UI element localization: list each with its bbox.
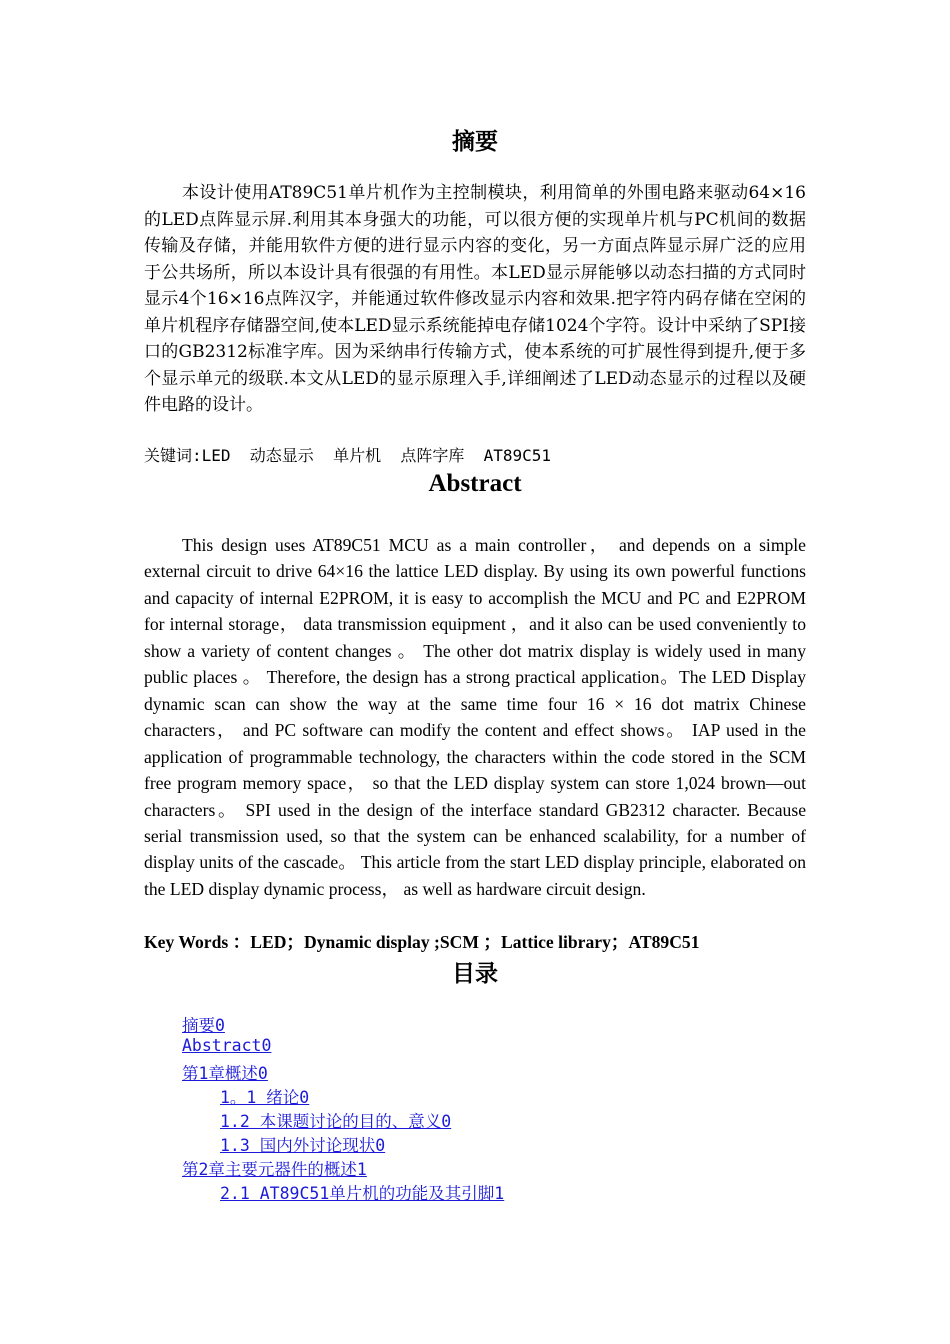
toc-link[interactable]: 1。1 绪论0 [220, 1088, 310, 1107]
toc-link[interactable]: 第2章主要元器件的概述1 [182, 1160, 367, 1179]
toc-link[interactable]: 摘要0 [182, 1016, 225, 1035]
cn-abstract-body: 本设计使用AT89C51单片机作为主控制模块，利用简单的外围电路来驱动64×16的LED点阵显示屏.利用其本身强大的功能，可以很方便的实现单片机与PC机间的数据传输及存储，并能用软件方便的进行显示内容的变化，另一方面点阵显示屏广泛的应用于公共场所，所以本设计具有很强的有用性。本LED显示屏能够以动态扫描的方式同时显示4个16×16点阵汉字，并能通过软件修改显示内容和效果.把字符内码存储在空闲的单片机程序存储器空间,使本LED显示系统能掉电存储1024个字符。设计中采纳了SPI接口的GB2312标准字库。因为采纳串行传输方式，使本系统的可扩展性得到提升,便于多个显示单元的级联.本文从LED的显示原理入手,详细阐述了LED动态显示的过程以及硬件电路的设计。 [144, 183, 806, 415]
toc-link[interactable]: 1.3 国内外讨论现状0 [220, 1136, 386, 1155]
toc-link[interactable]: 第1章概述0 [182, 1064, 268, 1083]
toc-link[interactable]: 2.1 AT89C51单片机的功能及其引脚1 [220, 1184, 505, 1203]
en-abstract-title: Abstract [428, 470, 522, 497]
cn-abstract-title: 摘要 [452, 129, 498, 155]
cn-keywords: 关键词:LED 动态显示 单片机 点阵字库 AT89C51 [144, 446, 552, 465]
toc-title: 目录 [452, 961, 498, 987]
en-keywords: Key Words ：LED；Dynamic display ;SCM ；Lattice library；AT89C51 [144, 932, 700, 952]
toc-link[interactable]: 1.2 本课题讨论的目的、意义0 [220, 1112, 452, 1131]
toc-link[interactable]: Abstract0 [182, 1036, 272, 1055]
en-abstract-body: This design uses AT89C51 MCU as a main controller， and depends on a simple external circuit to drive 64×16 the lattice LED display. By using its own powerful functions and capacity of internal E2PROM, it is easy to accomplish the MCU and PC and E2PROM for internal storage， data transmission equipment ，and it also can be used conveniently to show a variety of content changes 。 The other dot matrix display is widely used in many public places 。 Therefore, the design has a strong practical application。The LED Display dynamic scan can show the way at the same time four 16 × 16 dot matrix Chinese characters， and PC software can modify the content and effect shows。 IAP used in the application of programmable technology, the characters within the code stored in the SCM free program memory space， so that the LED display system can store 1,024 brown—out characters。 SPI used in the design of the interface standard GB2312 character. Because serial transmission used, so that the system can be enhanced scalability, for a number of display units of the cascade。 This article from the start LED display principle, elaborated on the LED display dynamic process， as well as hardware circuit design. [144, 535, 806, 899]
